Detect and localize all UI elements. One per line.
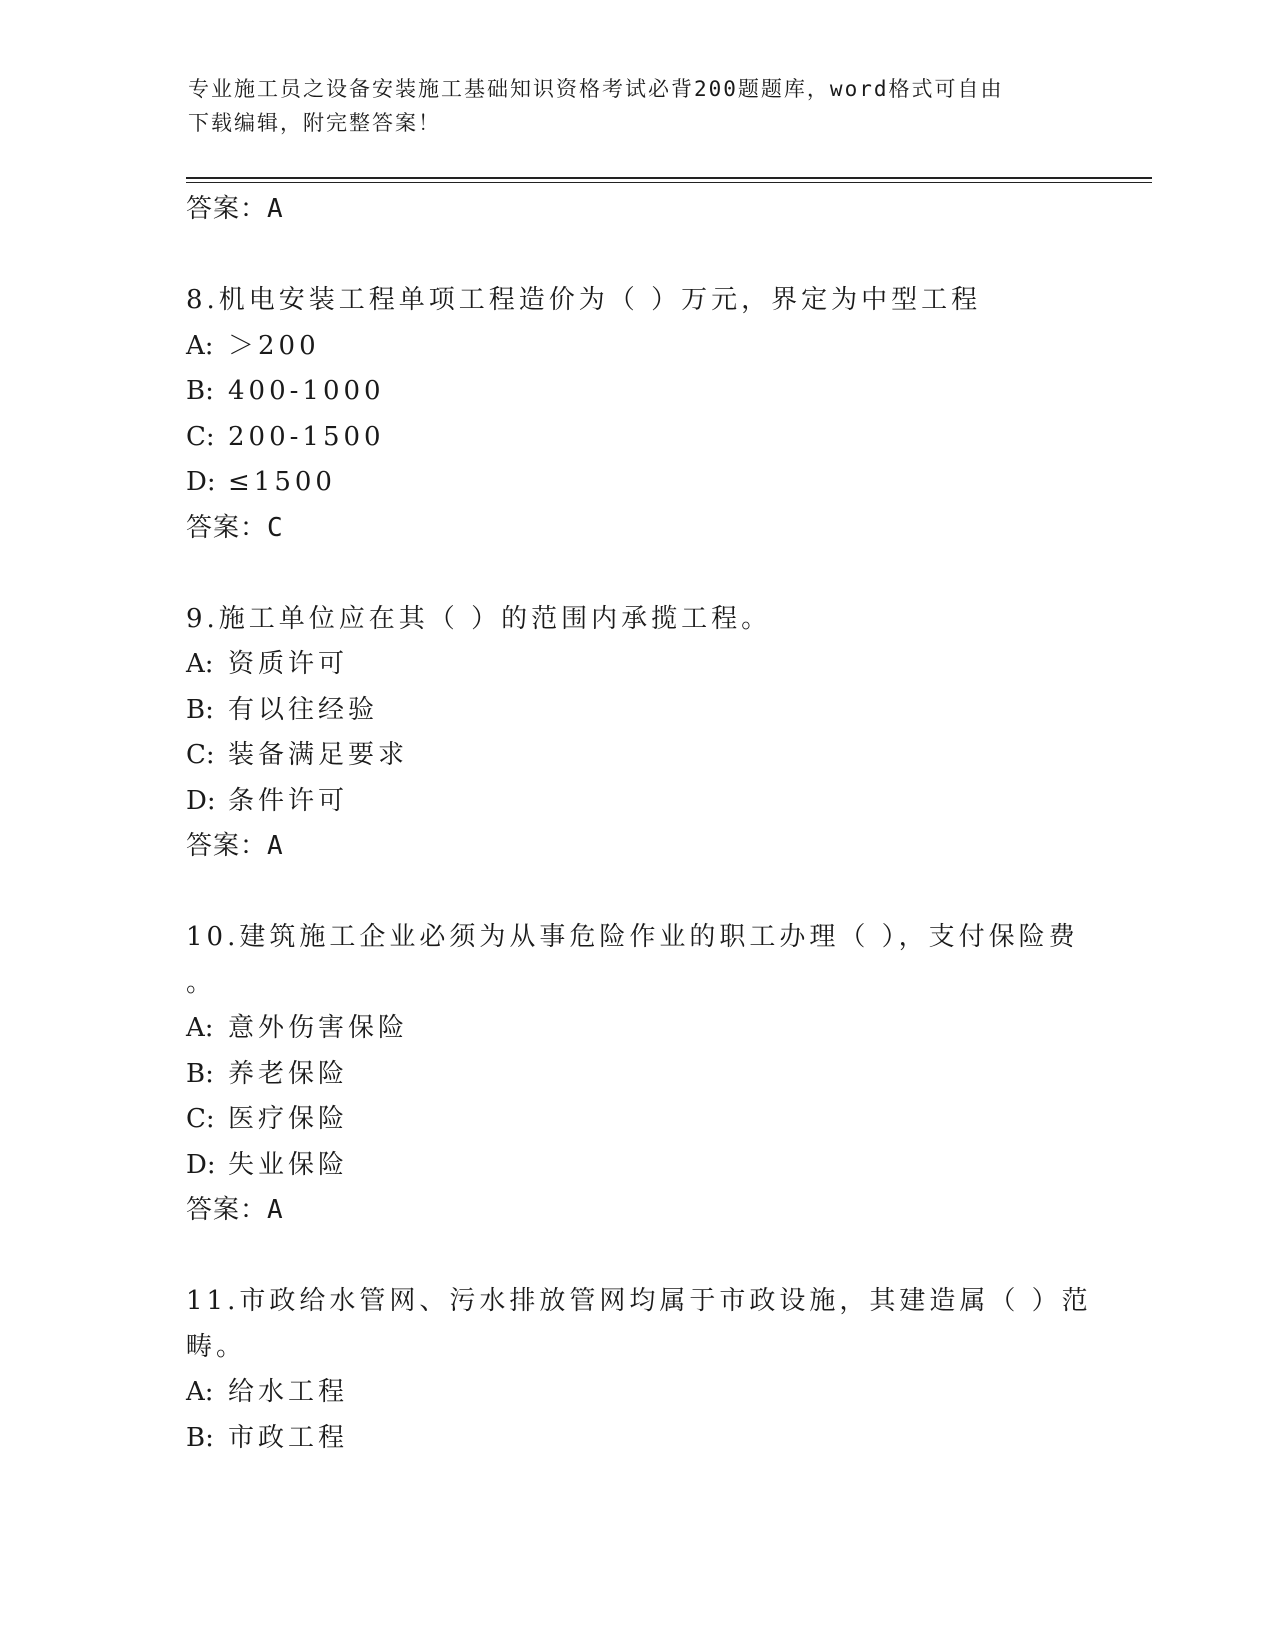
option-label: D: <box>186 785 216 816</box>
document-header <box>188 72 1068 140</box>
option-text: 资质许可 <box>228 649 349 679</box>
question-10 <box>186 915 1086 1234</box>
option-a <box>186 324 1086 370</box>
option-text: 条件许可 <box>228 785 349 816</box>
option-text: 400-1000 <box>228 376 385 406</box>
option-text: 市政工程 <box>228 1422 349 1453</box>
option-text: 有以往经验 <box>228 694 379 725</box>
question-stem: 9.施工单位应在其（ ）的范围内承揽工程。 <box>186 603 772 634</box>
option-label: D: <box>186 467 216 497</box>
option-text: ≤1500 <box>228 467 336 497</box>
option-c <box>186 1097 1086 1143</box>
header-line-1: 专业施工员之设备安装施工基础知识资格考试必背200题题库，word格式可自由 <box>188 77 1004 101</box>
option-b <box>186 1052 1086 1098</box>
option-label: A: <box>186 649 214 679</box>
question-9 <box>186 597 1086 870</box>
spacer <box>186 551 1086 597</box>
question-stem: 8.机电安装工程单项工程造价为（ ）万元，界定为中型工程 <box>186 285 982 315</box>
option-b <box>186 688 1086 734</box>
option-label: C: <box>186 740 215 770</box>
option-label: A: <box>186 1377 214 1407</box>
question-11 <box>186 1279 1092 1461</box>
option-a <box>186 642 1086 688</box>
option-c <box>186 415 1086 461</box>
option-label: A: <box>186 330 214 361</box>
option-label: C: <box>186 1104 215 1134</box>
option-d <box>186 1143 1086 1189</box>
answer-q7: 答案：A <box>186 194 284 224</box>
option-b <box>186 1416 1086 1462</box>
option-text: ＞200 <box>228 330 320 361</box>
answer-q10: 答案：A <box>186 1195 284 1225</box>
option-c <box>186 733 1086 779</box>
spacer <box>186 870 1086 916</box>
option-text: 装备满足要求 <box>228 740 409 770</box>
option-a <box>186 1006 1086 1052</box>
question-stem-continuation: 畴。 <box>186 1331 247 1362</box>
question-stem: 10.建筑施工企业必须为从事危险作业的职工办理（ ），支付保险费 <box>186 922 1079 952</box>
header-divider-thick <box>186 177 1152 179</box>
spacer <box>186 1234 1086 1280</box>
option-text: 养老保险 <box>228 1058 349 1089</box>
option-label: D: <box>186 1149 216 1180</box>
option-label: B: <box>186 376 214 406</box>
answer-q9: 答案：A <box>186 831 284 861</box>
option-label: A: <box>186 1013 214 1043</box>
option-label: B: <box>186 694 214 725</box>
option-label: B: <box>186 1058 214 1089</box>
option-d <box>186 460 1086 506</box>
option-text: 失业保险 <box>228 1149 349 1180</box>
spacer <box>186 233 1086 279</box>
question-8 <box>186 278 1086 551</box>
option-b <box>186 369 1086 415</box>
question-stem-continuation: 。 <box>186 967 217 998</box>
question-stem: 11.市政给水管网、污水排放管网均属于市政设施，其建造属（ ）范 <box>186 1286 1092 1316</box>
option-a <box>186 1370 1086 1416</box>
option-label: B: <box>186 1422 214 1453</box>
header-line-2: 下载编辑，附完整答案！ <box>188 111 441 135</box>
header-divider-thin <box>186 182 1152 183</box>
option-text: 意外伤害保险 <box>228 1013 409 1043</box>
answer-q8: 答案：C <box>186 512 284 543</box>
option-d <box>186 779 1086 825</box>
question-list <box>186 187 1092 1461</box>
option-text: 200-1500 <box>228 421 385 452</box>
option-text: 医疗保险 <box>228 1104 349 1134</box>
option-text: 给水工程 <box>228 1377 349 1407</box>
option-label: C: <box>186 421 215 452</box>
